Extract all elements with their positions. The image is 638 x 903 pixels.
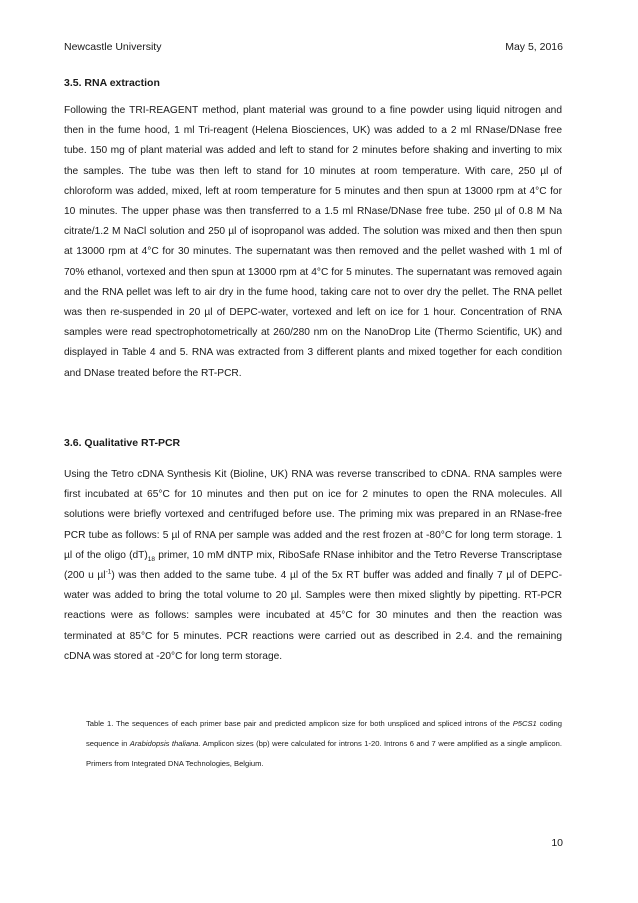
caption-text-a: Table 1. The sequences of each primer base pair and predicted amplicon size for both unspliced and spliced introns of the (86, 719, 513, 728)
header-institution: Newcastle University (64, 41, 162, 53)
caption-text-c: . Amplicon sizes (bp) were calculated for introns 1-20. Introns 6 and 7 were amplified as a single amplicon. Primers from Integrated DNA Technologies, Belgium. (86, 739, 562, 768)
rt-pcr-text-a: Using the Tetro cDNA Synthesis Kit (Bioline, UK) RNA was reverse transcribed to cDNA. RNA samples were first incubated at 65°C for 10 minutes and then put on ice for 2 minutes to open the RNA molecules. All solutions were briefly vortexed and centrifuged before use. The priming mix was prepared in an RNase-free PCR tube as follows: 5 µl of RNA per sample was added and the rest frozen at -80°C for long term storage. 1 µl of the oligo (dT) (64, 469, 562, 561)
section-heading-rna-extraction: 3.5. RNA extraction (64, 77, 160, 89)
rt-pcr-paragraph (64, 465, 562, 667)
caption-species: Arabidopsis thaliana (129, 739, 199, 748)
unit-superscript: -1 (105, 568, 112, 576)
page-number: 10 (551, 837, 563, 849)
rna-extraction-paragraph: Following the TRI-REAGENT method, plant material was ground to a fine powder using liquid nitrogen and then in the fume hood, 1 ml Tri-reagent (Helena Biosciences, UK) was added to a 2 ml RNase/DNase free tube. 150 mg of plant material was added and left to stand for 2 minutes before shaking and inverting to mix the samples. The tube was then left to stand for 10 minutes at room temperature. With care, 250 µl of chloroform was added, mixed, left at room temperature for 5 minutes and then spun at 13000 rpm at 4°C for 10 minutes. The upper phase was then transferred to a 1.5 ml RNase/DNase free tube. 250 µl of 0.8 M Na citrate/1.2 M NaCl solution and 250 µl of isopropanol was added. The solution was mixed and then then spun at 13000 rpm at 4°C for 30 minutes. The supernatant was then removed and the pellet washed with 1 ml of 70% ethanol, vortexed and then spun at 13000 rpm at 4°C for 5 minutes. The supernatant was removed again and the RNA pellet was left to air dry in the fume hood, taking care not to over dry the pellet. The RNA pellet was then re-suspended in 20 µl of DEPC-water, vortexed and left on ice for 1 hour. Concentration of RNA samples were read spectrophotometrically at 260/280 nm on the NanoDrop Lite (Thermo Scientific, UK) and displayed in Table 4 and 5. RNA was extracted from 3 different plants and mixed together for each condition and DNase treated before the RT-PCR. (64, 105, 562, 379)
section-heading-rt-pcr: 3.6. Qualitative RT-PCR (64, 437, 181, 449)
header-date: May 5, 2016 (505, 41, 563, 53)
caption-text-b: coding sequence in (86, 719, 562, 748)
rt-pcr-text-c: ) was then added to the same tube. 4 µl of the 5x RT buffer was added and finally 7 µl of DEPC-water was added to bring the total volume to 20 µl. Samples were then mixed slightly by pipetting. RT-PCR reactions were as follows: samples were incubated at 45°C for 30 minutes and then the reaction was terminated at 85°C for 5 minutes. PCR reactions were carried out as described in 2.4. and the remaining cDNA was stored at -20°C for long term storage. (64, 570, 562, 662)
caption-gene: P5CS1 (512, 719, 537, 728)
rt-pcr-text-b: primer, 10 mM dNTP mix, RiboSafe RNase inhibitor and the Tetro Reverse Transcriptase (200 u µl (64, 549, 563, 582)
table-caption (86, 714, 562, 774)
oligo-subscript: 18 (147, 555, 156, 563)
